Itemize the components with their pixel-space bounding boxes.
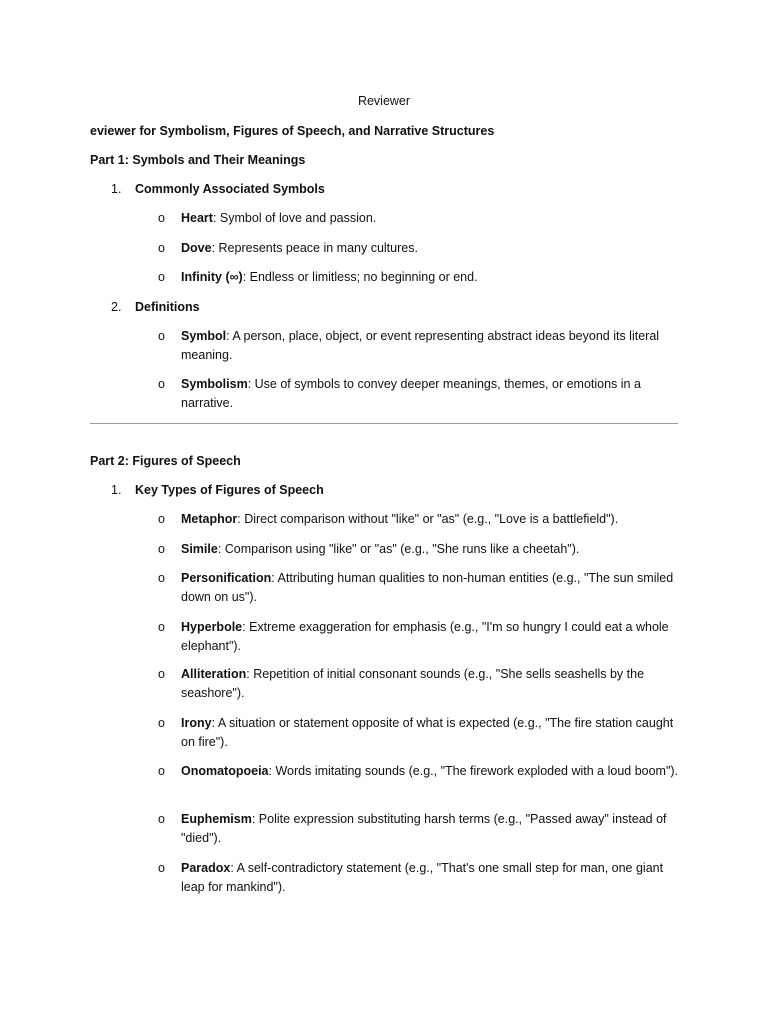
bullet-marker: o [158,542,165,556]
bullet-marker: o [158,329,165,343]
document-title: Reviewer [357,94,411,108]
bullet-marker: o [158,377,165,391]
list-item-text [181,540,681,559]
list-item-desc: : Symbol of love and passion. [212,211,377,225]
section-number: 2. [111,300,122,314]
part1-section2 [111,300,200,314]
bullet-marker: o [158,764,165,778]
list-item-text [181,375,681,413]
bullet-marker: o [158,241,165,255]
section-label: Commonly Associated Symbols [135,182,325,196]
horizontal-divider [90,423,678,424]
list-item-term: Symbol [181,329,227,343]
list-item-term: Infinity (∞) [181,270,243,284]
list-item-term: Euphemism [181,812,252,826]
list-item-term: Irony [181,716,212,730]
list-item-desc: : Comparison using "like" or "as" (e.g., "She runs like a cheetah"). [217,542,580,556]
list-item-text [181,810,681,848]
list-item-desc: : Words imitating sounds (e.g., "The firework exploded with a loud boom"). [268,764,679,778]
list-item-desc: : Repetition of initial consonant sounds (e.g., "She sells seashells by the seashore"). [181,667,645,700]
section-label: Definitions [135,300,200,314]
part1-section1 [111,182,325,196]
document-subtitle: eviewer for Symbolism, Figures of Speech, and Narrative Structures [90,124,495,138]
part2-heading: Part 2: Figures of Speech [90,454,241,468]
list-item-term: Simile [181,542,218,556]
list-item-desc: : A self-contradictory statement (e.g., "That's one small step for man, one giant leap for mankind"). [181,861,664,894]
list-item-text [181,209,681,228]
list-item-text [181,569,681,607]
list-item-desc: : Extreme exaggeration for emphasis (e.g., "I'm so hungry I could eat a whole elephant"). [181,620,669,653]
list-item-desc: : Use of symbols to convey deeper meanings, themes, or emotions in a narrative. [181,377,641,410]
bullet-marker: o [158,667,165,681]
list-item-desc: : Endless or limitless; no beginning or end. [242,270,478,284]
list-item-text [181,510,681,529]
section-number: 1. [111,483,122,497]
bullet-marker: o [158,571,165,585]
list-item-desc: : Polite expression substituting harsh terms (e.g., "Passed away" instead of "died"). [181,812,667,845]
bullet-marker: o [158,861,165,875]
bullet-marker: o [158,620,165,634]
list-item-desc: : Represents peace in many cultures. [211,241,418,255]
part2-section1 [111,483,324,497]
list-item-term: Heart [181,211,213,225]
list-item-text [181,762,681,781]
list-item-term: Metaphor [181,512,238,526]
list-item-term: Paradox [181,861,231,875]
list-item-desc: : A person, place, object, or event representing abstract ideas beyond its literal meaning. [181,329,660,362]
list-item-text [181,239,681,258]
bullet-marker: o [158,812,165,826]
list-item-desc: : Direct comparison without "like" or "as" (e.g., "Love is a battlefield"). [237,512,619,526]
list-item-text [181,327,681,365]
list-item-text [181,665,681,703]
bullet-marker: o [158,512,165,526]
section-number: 1. [111,182,122,196]
section-label: Key Types of Figures of Speech [135,483,324,497]
list-item-text [181,618,681,656]
list-item-term: Alliteration [181,667,247,681]
part1-heading: Part 1: Symbols and Their Meanings [90,153,306,167]
list-item-term: Onomatopoeia [181,764,269,778]
list-item-text [181,268,681,287]
list-item-text [181,859,681,897]
list-item-term: Personification [181,571,272,585]
bullet-marker: o [158,270,165,284]
list-item-term: Dove [181,241,212,255]
list-item-term: Hyperbole [181,620,243,634]
bullet-marker: o [158,716,165,730]
list-item-desc: : A situation or statement opposite of what is expected (e.g., "The fire station caught on fire"). [181,716,674,749]
list-item-desc: : Attributing human qualities to non-human entities (e.g., "The sun smiled down on us"). [181,571,674,604]
list-item-term: Symbolism [181,377,248,391]
list-item-text [181,714,681,752]
bullet-marker: o [158,211,165,225]
